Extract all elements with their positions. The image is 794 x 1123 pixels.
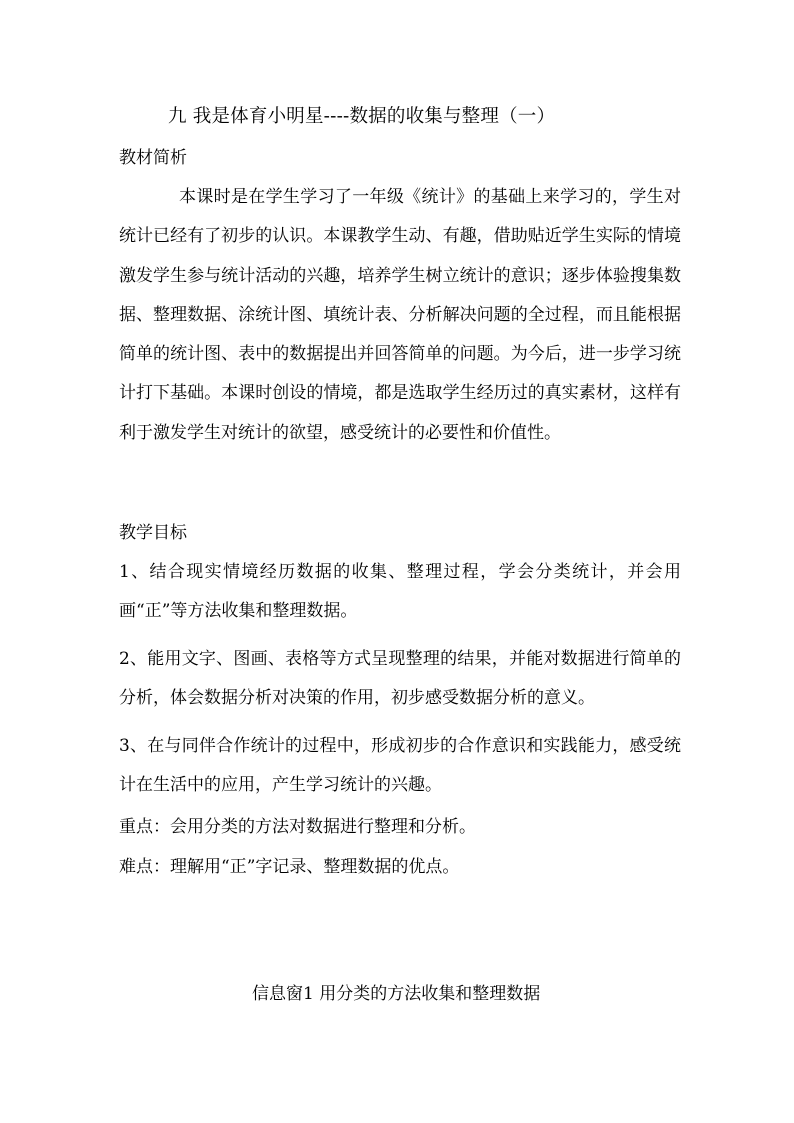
section-heading-material: 教材简析 [119, 148, 187, 168]
goal-item-1: 1、结合现实情境经历数据的收集、整理过程，学会分类统计，并会用画“正”等方法收集和整理数据。 [119, 562, 681, 622]
info-window-title: 信息窗1 用分类的方法收集和整理数据 [252, 984, 541, 1004]
section-heading-goals: 教学目标 [119, 523, 187, 543]
difficult-point: 难点：理解用“正”字记录、整理数据的优点。 [119, 857, 460, 877]
key-point: 重点：会用分类的方法对数据进行整理和分析。 [119, 817, 476, 837]
material-analysis-paragraph: 本课时是在学生学习了一年级《统计》的基础上来学习的，学生对统计已经有了初步的认识。本课教学生动、有趣，借助贴近学生实际的情境激发学生参与统计活动的兴趣，培养学生树立统计的意识；逐步体验搜集数据、整理数据、涂统计图、填统计表、分析解决问题的全过程，而且能根据简单的统计图、表中的数据提出并回答简单的问题。为今后，进一步学习统计打下基础。本课时创设的情境，都是选取学生经历过的真实素材，这样有利于激发学生对统计的欲望，感受统计的必要性和价值性。 [119, 187, 681, 443]
goal-item-2: 2、能用文字、图画、表格等方式呈现整理的结果，并能对数据进行简单的分析，体会数据分析对决策的作用，初步感受数据分析的意义。 [119, 649, 681, 709]
goal-item-3: 3、在与同伴合作统计的过程中，形成初步的合作意识和实践能力，感受统计在生活中的应用，产生学习统计的兴趣。 [119, 736, 681, 796]
document-title: 九 我是体育小明星----数据的收集与整理（一） [168, 106, 556, 127]
